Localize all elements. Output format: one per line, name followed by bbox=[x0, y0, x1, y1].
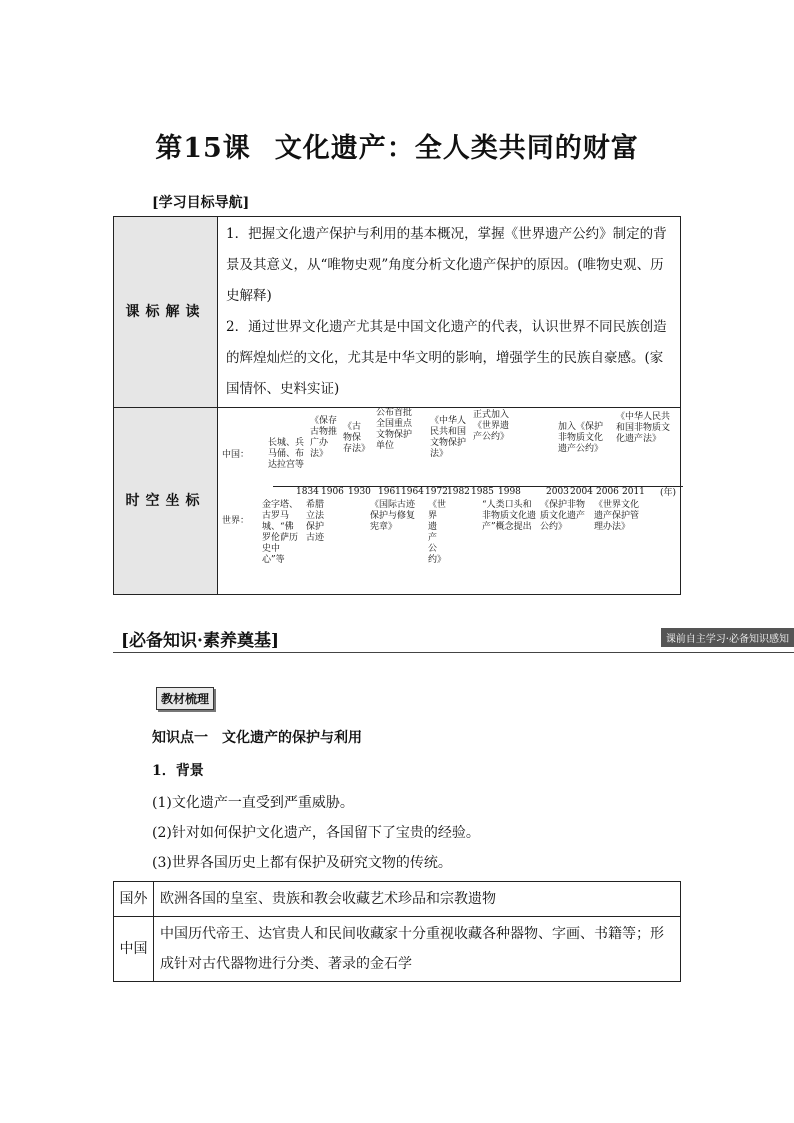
table-row bbox=[114, 917, 681, 982]
timeline bbox=[218, 408, 680, 594]
year-label: 1972 bbox=[425, 487, 448, 497]
knowledge-point-title: 知识点一 文化遗产的保护与利用 bbox=[152, 730, 362, 746]
timeline-unit: (年) bbox=[660, 488, 677, 498]
china-event: 加入《保护非物质文化遗产公约》 bbox=[558, 422, 604, 454]
comparison-table bbox=[113, 881, 681, 982]
goals-head-timeline: 时空坐标 bbox=[114, 408, 218, 595]
year-label: 2006 bbox=[596, 487, 619, 497]
world-event: 金字塔、古罗马城、“佛罗伦萨历史中心”等 bbox=[262, 500, 299, 565]
table-row bbox=[114, 882, 681, 917]
lesson-title: 文化遗产：全人类共同的财富 bbox=[274, 133, 639, 164]
goal-item-2: 2．通过世界文化遗产尤其是中国文化遗产的代表，认识世界不同民族创造的辉煌灿烂的文化，尤其是中华文明的影响，增强学生的民族自豪感。(家国情怀、史料实证) bbox=[226, 319, 667, 397]
year-label: 2003 bbox=[546, 487, 569, 497]
timeline-world-label: 世界： bbox=[222, 516, 250, 526]
goals-table bbox=[113, 216, 681, 595]
comparison-key-foreign: 国外 bbox=[114, 882, 154, 917]
goal-item-1: 1．把握文化遗产保护与利用的基本概况，掌握《世界遗产公约》制定的背景及其意义，从“唯物史观”角度分析文化遗产保护的原因。(唯物史观、历史解释) bbox=[226, 226, 667, 304]
world-event: “人类口头和非物质文化遗产”概念提出 bbox=[482, 500, 537, 532]
textbook-badge: 教材梳理 bbox=[156, 687, 214, 710]
banner-title: [必备知识·素养奠基] bbox=[121, 631, 280, 651]
year-label: 1961 bbox=[378, 487, 401, 497]
year-label: 1998 bbox=[498, 487, 521, 497]
year-label: 1834 bbox=[296, 487, 319, 497]
world-event: 《世界遗产公约》 bbox=[428, 500, 447, 565]
background-heading: 1．背景 bbox=[152, 763, 204, 779]
year-label: 1985 bbox=[471, 487, 494, 497]
comparison-key-china: 中国 bbox=[114, 917, 154, 982]
background-item-1: (1)文化遗产一直受到严重威胁。 bbox=[152, 795, 354, 811]
world-event: 希腊立法保护古迹 bbox=[306, 500, 325, 543]
goals-head-standards: 课标解读 bbox=[114, 217, 218, 408]
comparison-value-foreign: 欧洲各国的皇室、贵族和教会收藏艺术珍品和宗教遗物 bbox=[154, 882, 681, 917]
year-label: 2011 bbox=[622, 487, 645, 497]
year-label: 1906 bbox=[321, 487, 344, 497]
china-event: 《保存古物推广办法》 bbox=[310, 416, 338, 459]
goals-body-standards bbox=[218, 217, 681, 408]
comparison-value-china: 中国历代帝王、达官贵人和民间收藏家十分重视收藏各种器物、字画、书籍等；形成针对古代器物进行分类、著录的金石学 bbox=[154, 917, 681, 982]
world-event: 《保护非物质文化遗产公约》 bbox=[540, 500, 586, 532]
year-label: 1964 bbox=[401, 487, 424, 497]
background-item-3: (3)世界各国历史上都有保护及研究文物的传统。 bbox=[152, 855, 452, 871]
china-event: 《中华人民共和国文物保护法》 bbox=[430, 416, 467, 459]
page-title bbox=[0, 126, 794, 165]
year-label: 2004 bbox=[570, 487, 593, 497]
section-banner bbox=[113, 622, 794, 653]
timeline-cell bbox=[218, 408, 681, 595]
lesson-number: 第15课 bbox=[155, 133, 251, 164]
china-event: 公布首批全国重点文物保护单位 bbox=[376, 408, 413, 451]
year-label: 1930 bbox=[348, 487, 371, 497]
china-event: 《中华人民共和国非物质文化遗产法》 bbox=[616, 412, 671, 444]
year-label: 1982 bbox=[447, 487, 470, 497]
section-label-goals: [学习目标导航] bbox=[152, 195, 250, 211]
background-item-2: (2)针对如何保护文化遗产，各国留下了宝贵的经验。 bbox=[152, 825, 480, 841]
china-event: 《古物保存法》 bbox=[343, 422, 371, 454]
timeline-china-label: 中国： bbox=[222, 450, 250, 460]
banner-subtitle: 课前自主学习·必备知识感知 bbox=[661, 628, 794, 647]
world-event: 《世界文化遗产保护管理办法》 bbox=[594, 500, 640, 532]
world-event: 《国际古迹保护与修复宪章》 bbox=[370, 500, 416, 532]
china-event: 正式加入《世界遗产公约》 bbox=[473, 410, 510, 442]
china-event: 长城、兵马俑、布达拉宫等 bbox=[268, 438, 305, 470]
